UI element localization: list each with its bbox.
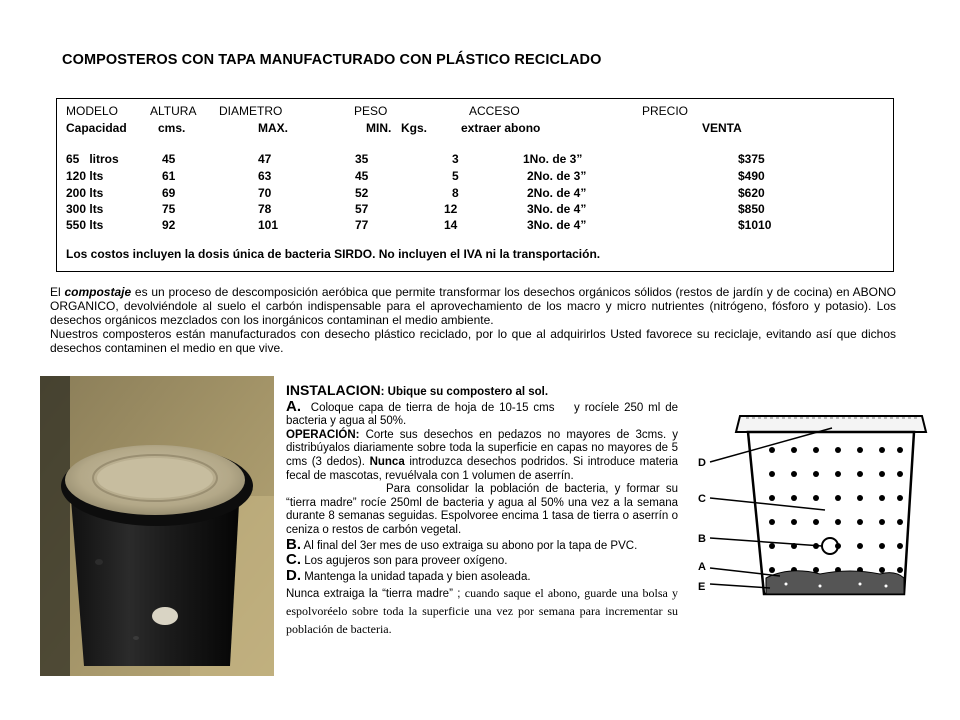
table-cell: 3No. de 4” [527, 202, 587, 216]
table-cell: $620 [738, 186, 765, 200]
table-cell: 2No. de 4” [527, 186, 587, 200]
table-cell: $490 [738, 169, 765, 183]
step-d: D. Mantenga la unidad tapada y bien asoleada. [286, 566, 531, 584]
table-cell: 200 lts [66, 186, 104, 200]
table-cell: 3No. de 4” [527, 218, 587, 232]
table-cell: 45 [355, 169, 369, 183]
term-compostaje: compostaje [64, 285, 132, 299]
label-e: E [698, 581, 706, 593]
col-header-altura: ALTURA [150, 104, 197, 118]
table-cell: 65 litros [66, 152, 119, 166]
composter-photo [40, 376, 274, 676]
table-cell: 57 [355, 202, 369, 216]
table-cell: 77 [355, 218, 369, 232]
col-subheader-min: MIN. [366, 121, 392, 135]
label-a: A [698, 561, 706, 573]
intro-paragraph: Nuestros composteros están manufacturados con desecho plástico reciclado, por lo que al adquirirlos Usted favorece su reciclaje, evitando así que dichos desechos contaminen el medio en que vive. [50, 327, 896, 355]
label-d: D [698, 457, 706, 469]
table-cell: 550 lts [66, 218, 104, 232]
col-header-peso: PESO [354, 104, 388, 118]
col-subheader-extraer: extraer abono [461, 121, 541, 135]
table-cell: 47 [258, 152, 272, 166]
table-cell: 63 [258, 169, 272, 183]
table-cell: 75 [162, 202, 176, 216]
table-cell: 70 [258, 186, 272, 200]
label-c: C [698, 493, 706, 505]
table-cell: $850 [738, 202, 765, 216]
col-header-precio: PRECIO [642, 104, 689, 118]
table-cell: 8 [452, 186, 459, 200]
table-cell: 45 [162, 152, 176, 166]
composter-diagram [690, 398, 950, 610]
col-subheader-venta: VENTA [702, 121, 742, 135]
table-cell: 1No. de 3” [523, 152, 583, 166]
instructions [286, 382, 682, 638]
table-cell: $1010 [738, 218, 772, 232]
table-cell: 14 [444, 218, 458, 232]
table-cell: 61 [162, 169, 176, 183]
table-cell: 12 [444, 202, 458, 216]
col-header-diametro: DIAMETRO [219, 104, 283, 118]
step-c: C. Los agujeros son para proveer oxígeno. [286, 551, 508, 569]
spec-table [56, 98, 894, 272]
operation-text: OPERACIÓN: Corte sus desechos en pedazos no mayores de 3cms. y distribúyalos diariamente sobre toda la superficie en capas no mayores de 5 cms (3 dedos). Nunca introduzca desechos podridos. Si introduce materia fecal de mascotas, revuélvala con 1 volumen de aserrín. [286, 428, 678, 482]
table-cell: 69 [162, 186, 176, 200]
col-subheader-kgs: Kgs. [401, 121, 428, 135]
table-cell: 300 lts [66, 202, 104, 216]
operation-text-2: Para consolidar la población de bacteria, y formar su “tierra madre” rocíe 250ml de bacteria y agua al 50% una vez a la semana durante 8 semanas seguidas. Espolvoree encima 1 tasa de tierra o aserrín o ceniza o restos de carbón vegetal. [286, 483, 678, 536]
price-note: Los costos incluyen la dosis única de bacteria SIRDO. No incluyen el IVA ni la transportación. [66, 247, 601, 261]
page-title: COMPOSTEROS CON TAPA MANUFACTURADO CON PLÁSTICO RECICLADO [62, 52, 602, 68]
table-cell: 52 [355, 186, 369, 200]
intro-text [50, 285, 896, 355]
col-header-acceso: ACCESO [469, 104, 520, 118]
table-cell: 5 [452, 169, 459, 183]
table-cell: 2No. de 3” [527, 169, 587, 183]
col-subheader-capacidad: Capacidad [66, 121, 127, 135]
table-cell: $375 [738, 152, 765, 166]
label-b: B [698, 533, 706, 545]
col-subheader-cms: cms. [158, 121, 186, 135]
col-subheader-max: MAX. [258, 121, 288, 135]
table-cell: 120 lts [66, 169, 104, 183]
step-b: B. Al final del 3er mes de uso extraiga su abono por la tapa de PVC. [286, 535, 638, 553]
table-cell: 101 [258, 218, 279, 232]
col-header-modelo: MODELO [66, 104, 119, 118]
table-cell: 78 [258, 202, 272, 216]
install-line: INSTALACION: Ubique su compostero al sol. [286, 382, 549, 398]
step-a: A. Coloque capa de tierra de hoja de 10-15 cms y rocíele 250 ml de bacteria y agua al 50%. [286, 397, 682, 428]
table-cell: 35 [355, 152, 369, 166]
table-cell: 3 [452, 152, 459, 166]
intro-paragraph: El compostaje es un proceso de descomposición aeróbica que permite transformar los desechos orgánicos sólidos (restos de jardín y de cocina) en ABONO ORGANICO, devolviéndole al suelo el carbón indispensable para el aprovechamiento de los macro y micro nutrientes (nitrógeno, fósforo y potasio). Los desechos orgánicos mezclados con los inorgánicos contaminan el medio ambiente. [50, 285, 896, 327]
warning-text: Nunca extraiga la “tierra madre” ; cuando saque el abono, guarde una bolsa y espolvoréelo sobre toda la superficie una vez por semana para incrementar su población de bacteria. [286, 586, 678, 637]
table-cell: 92 [162, 218, 176, 232]
